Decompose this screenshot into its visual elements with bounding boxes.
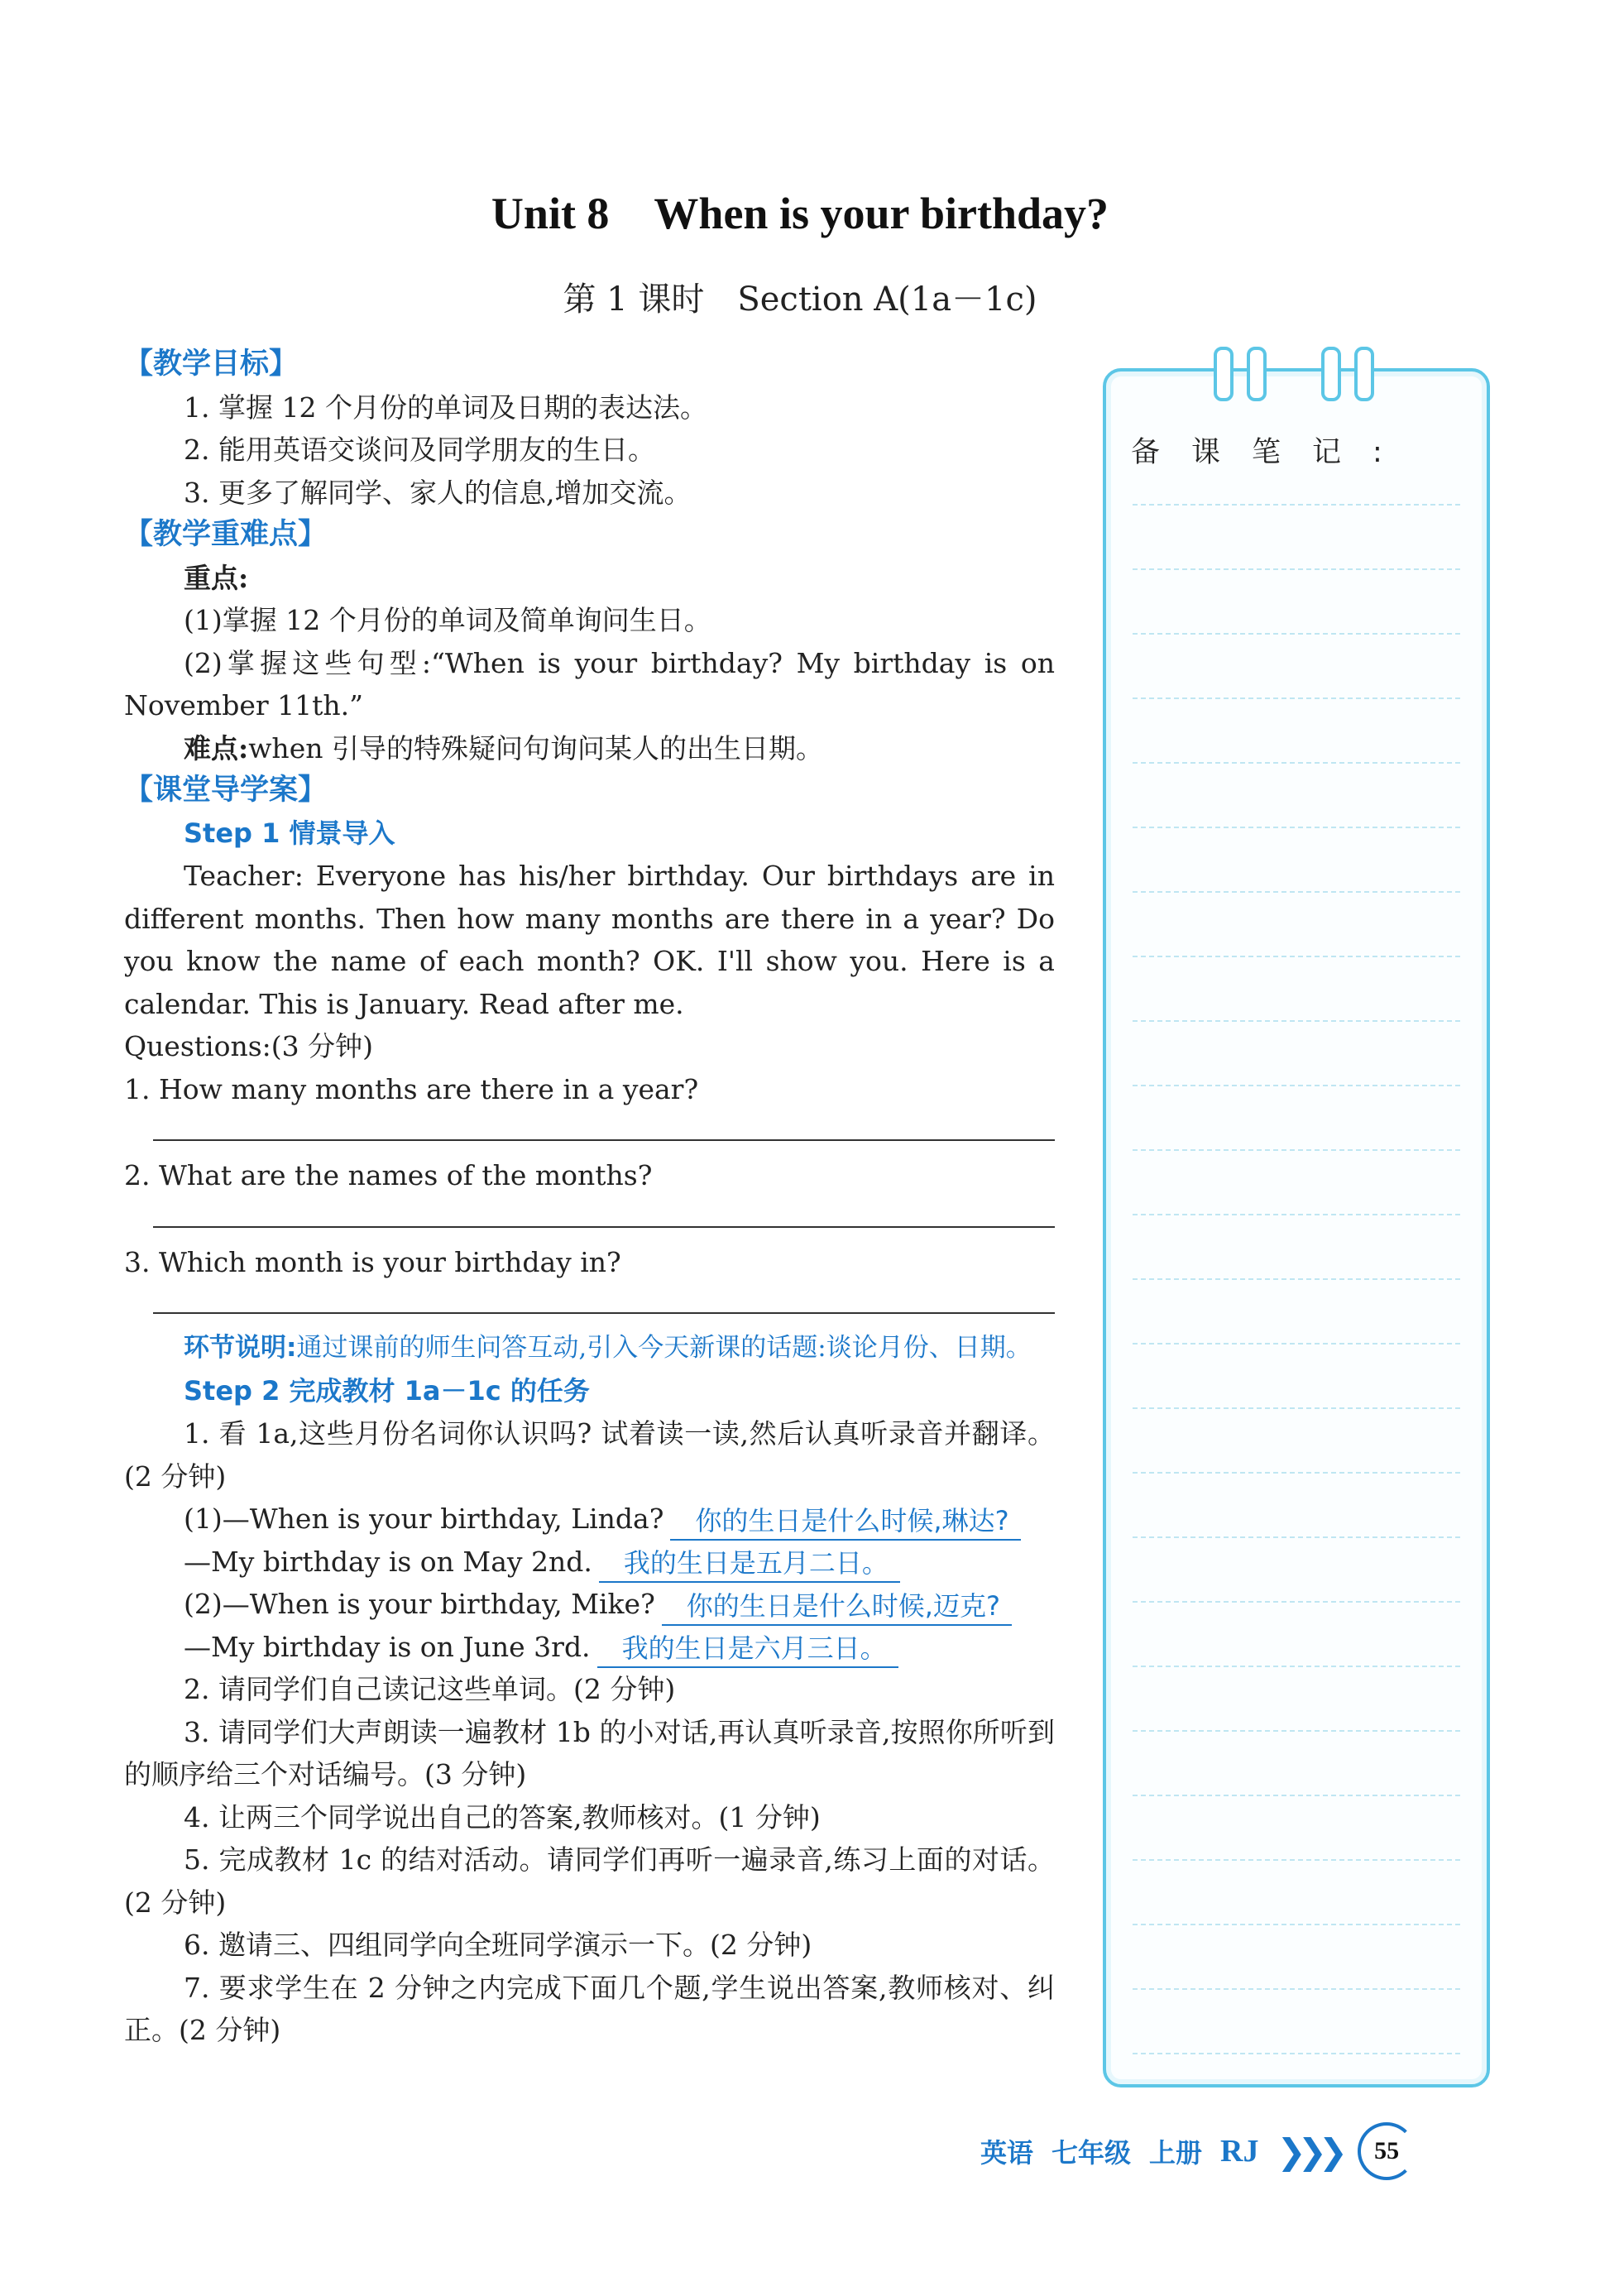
note-rule-line [1133,1149,1460,1151]
task-item: 3. 请同学们大声朗读一遍教材 1b 的小对话,再认真听录音,按照你所听到的顺序给三个对话编号。(3 分钟) [124,1715,1055,1790]
binder-ring-icon [1354,347,1374,401]
note-rule-line [1133,1924,1460,1925]
footer-subject: 英语 [980,2137,1034,2169]
objective-item: 2. 能用英语交谈问及同学朋友的生日。 [184,434,655,466]
lesson-notes-panel[interactable] [1103,368,1490,2087]
keypoints-header: 【教学重难点】 [124,518,328,551]
note-rule-line [1133,956,1460,957]
binder-ring-icon [1214,347,1234,401]
notes-title: 备课笔记: [1131,436,1414,469]
step1-label: Step 1 情景导入 [184,817,395,849]
key-item: (2)掌握这些句型:“When is your birthday? My birthday is on November 11th.” [124,646,1055,721]
note-rule-line [1133,1020,1460,1022]
footer-grade: 七年级 [1051,2137,1132,2169]
dialogue-row [184,1541,1055,1584]
task-item: 2. 请同学们自己读记这些单词。(2 分钟) [184,1673,676,1705]
guide-header: 【课堂导学案】 [124,774,328,807]
question-item: 2. What are the names of the months? [124,1159,653,1191]
note-text: 通过课前的师生问答互动,引入今天新课的话题:谈论月份、日期。 [296,1333,1032,1363]
dialogue-english: (1)—When is your birthday, Linda? [184,1503,664,1535]
chevron-right-icon: ❯❯❯ [1277,2131,1340,2172]
task-item: 1. 看 1a,这些月份名词你认识吗? 试着读一读,然后认真听录音并翻译。(2 分钟) [124,1417,1055,1493]
binder-ring-icon [1321,347,1341,401]
dialogue-translation: 我的生日是六月三日。 [597,1630,898,1668]
dialogue-translation: 你的生日是什么时候,迈克? [662,1588,1012,1626]
step2-label: Step 2 完成教材 1a－1c 的任务 [184,1374,590,1407]
page-title: Unit 8 When is your birthday? [491,189,1109,238]
note-rule-line [1133,1859,1460,1861]
answer-line[interactable] [153,1311,1055,1314]
note-rule-line [1133,762,1460,764]
dialogue-translation: 我的生日是五月二日。 [599,1545,900,1583]
questions-label: Questions:(3 分钟) [124,1030,373,1062]
note-rule-line [1133,1472,1460,1474]
dialogue-english: —My birthday is on May 2nd. [184,1545,592,1578]
main-content [124,343,1055,2052]
dialogue-english: (2)—When is your birthday, Mike? [184,1588,655,1620]
dialogue-english: —My birthday is on June 3rd. [184,1630,591,1663]
note-rule-line [1133,1085,1460,1086]
teacher-text: Teacher: Everyone has his/her birthday. Our birthdays are in different months. Then how many months are there in a year? Do you know the name of each month? OK. I'll show you. Here is a calendar. This is January. Read after me. [124,860,1055,1020]
note-rule-line [1133,827,1460,828]
task-item: 5. 完成教材 1c 的结对活动。请同学们再听一遍录音,练习上面的对话。(2 分钟) [124,1843,1055,1919]
note-rule-line [1133,1666,1460,1667]
note-rule-line [1133,504,1460,506]
difficult-point [124,727,1055,770]
difficult-text: when 引导的特殊疑问句询问某人的出生日期。 [248,731,823,765]
objectives-header: 【教学目标】 [124,348,299,381]
note-rule-line [1133,1536,1460,1538]
binder-ring-icon [1247,347,1267,401]
note-rule-line [1133,1795,1460,1796]
key-label: 重点: [184,561,249,594]
note-rule-line [1133,633,1460,635]
dialogue-row [184,1583,1055,1626]
note-rule-line [1133,1988,1460,1990]
task-item: 4. 让两三个同学说出自己的答案,教师核对。(1 分钟) [184,1800,821,1833]
note-rule-line [1133,568,1460,570]
note-rule-line [1133,1214,1460,1215]
difficult-label: 难点: [184,731,249,765]
note-rule-line [1133,697,1460,699]
objective-item: 1. 掌握 12 个月份的单词及日期的表达法。 [184,391,707,424]
note-label: 环节说明: [184,1333,297,1363]
note-rule-line [1133,1343,1460,1345]
footer-edition: RJ [1220,2134,1259,2169]
step1-note [124,1327,1055,1370]
answer-line[interactable] [153,1225,1055,1228]
lesson-subtitle: 第 1 课时 Section A(1a－1c) [563,280,1037,319]
page-number: 55 [1358,2122,1416,2180]
task-item: 6. 邀请三、四组同学向全班同学演示一下。(2 分钟) [184,1929,812,1961]
dialogue-row [184,1626,1055,1669]
footer-volume: 上册 [1149,2137,1203,2169]
answer-line[interactable] [153,1138,1055,1141]
task-item: 7. 要求学生在 2 分钟之内完成下面几个题,学生说出答案,教师核对、纠正。(2 分钟) [124,1971,1055,2046]
key-item: (1)掌握 12 个月份的单词及简单询问生日。 [184,604,711,636]
note-rule-line [1133,2053,1460,2054]
note-rule-line [1133,1278,1460,1280]
question-item: 3. Which month is your birthday in? [124,1245,621,1278]
page-footer [980,2122,1416,2180]
objective-item: 3. 更多了解同学、家人的信息,增加交流。 [184,476,692,509]
question-item: 1. How many months are there in a year? [124,1072,699,1105]
note-rule-line [1133,1407,1460,1409]
note-rule-line [1133,1601,1460,1603]
binder-rings [1106,347,1487,405]
note-rule-line [1133,891,1460,893]
dialogue-row [184,1498,1055,1541]
note-rule-line [1133,1730,1460,1732]
dialogue-translation: 你的生日是什么时候,琳达? [670,1503,1020,1541]
